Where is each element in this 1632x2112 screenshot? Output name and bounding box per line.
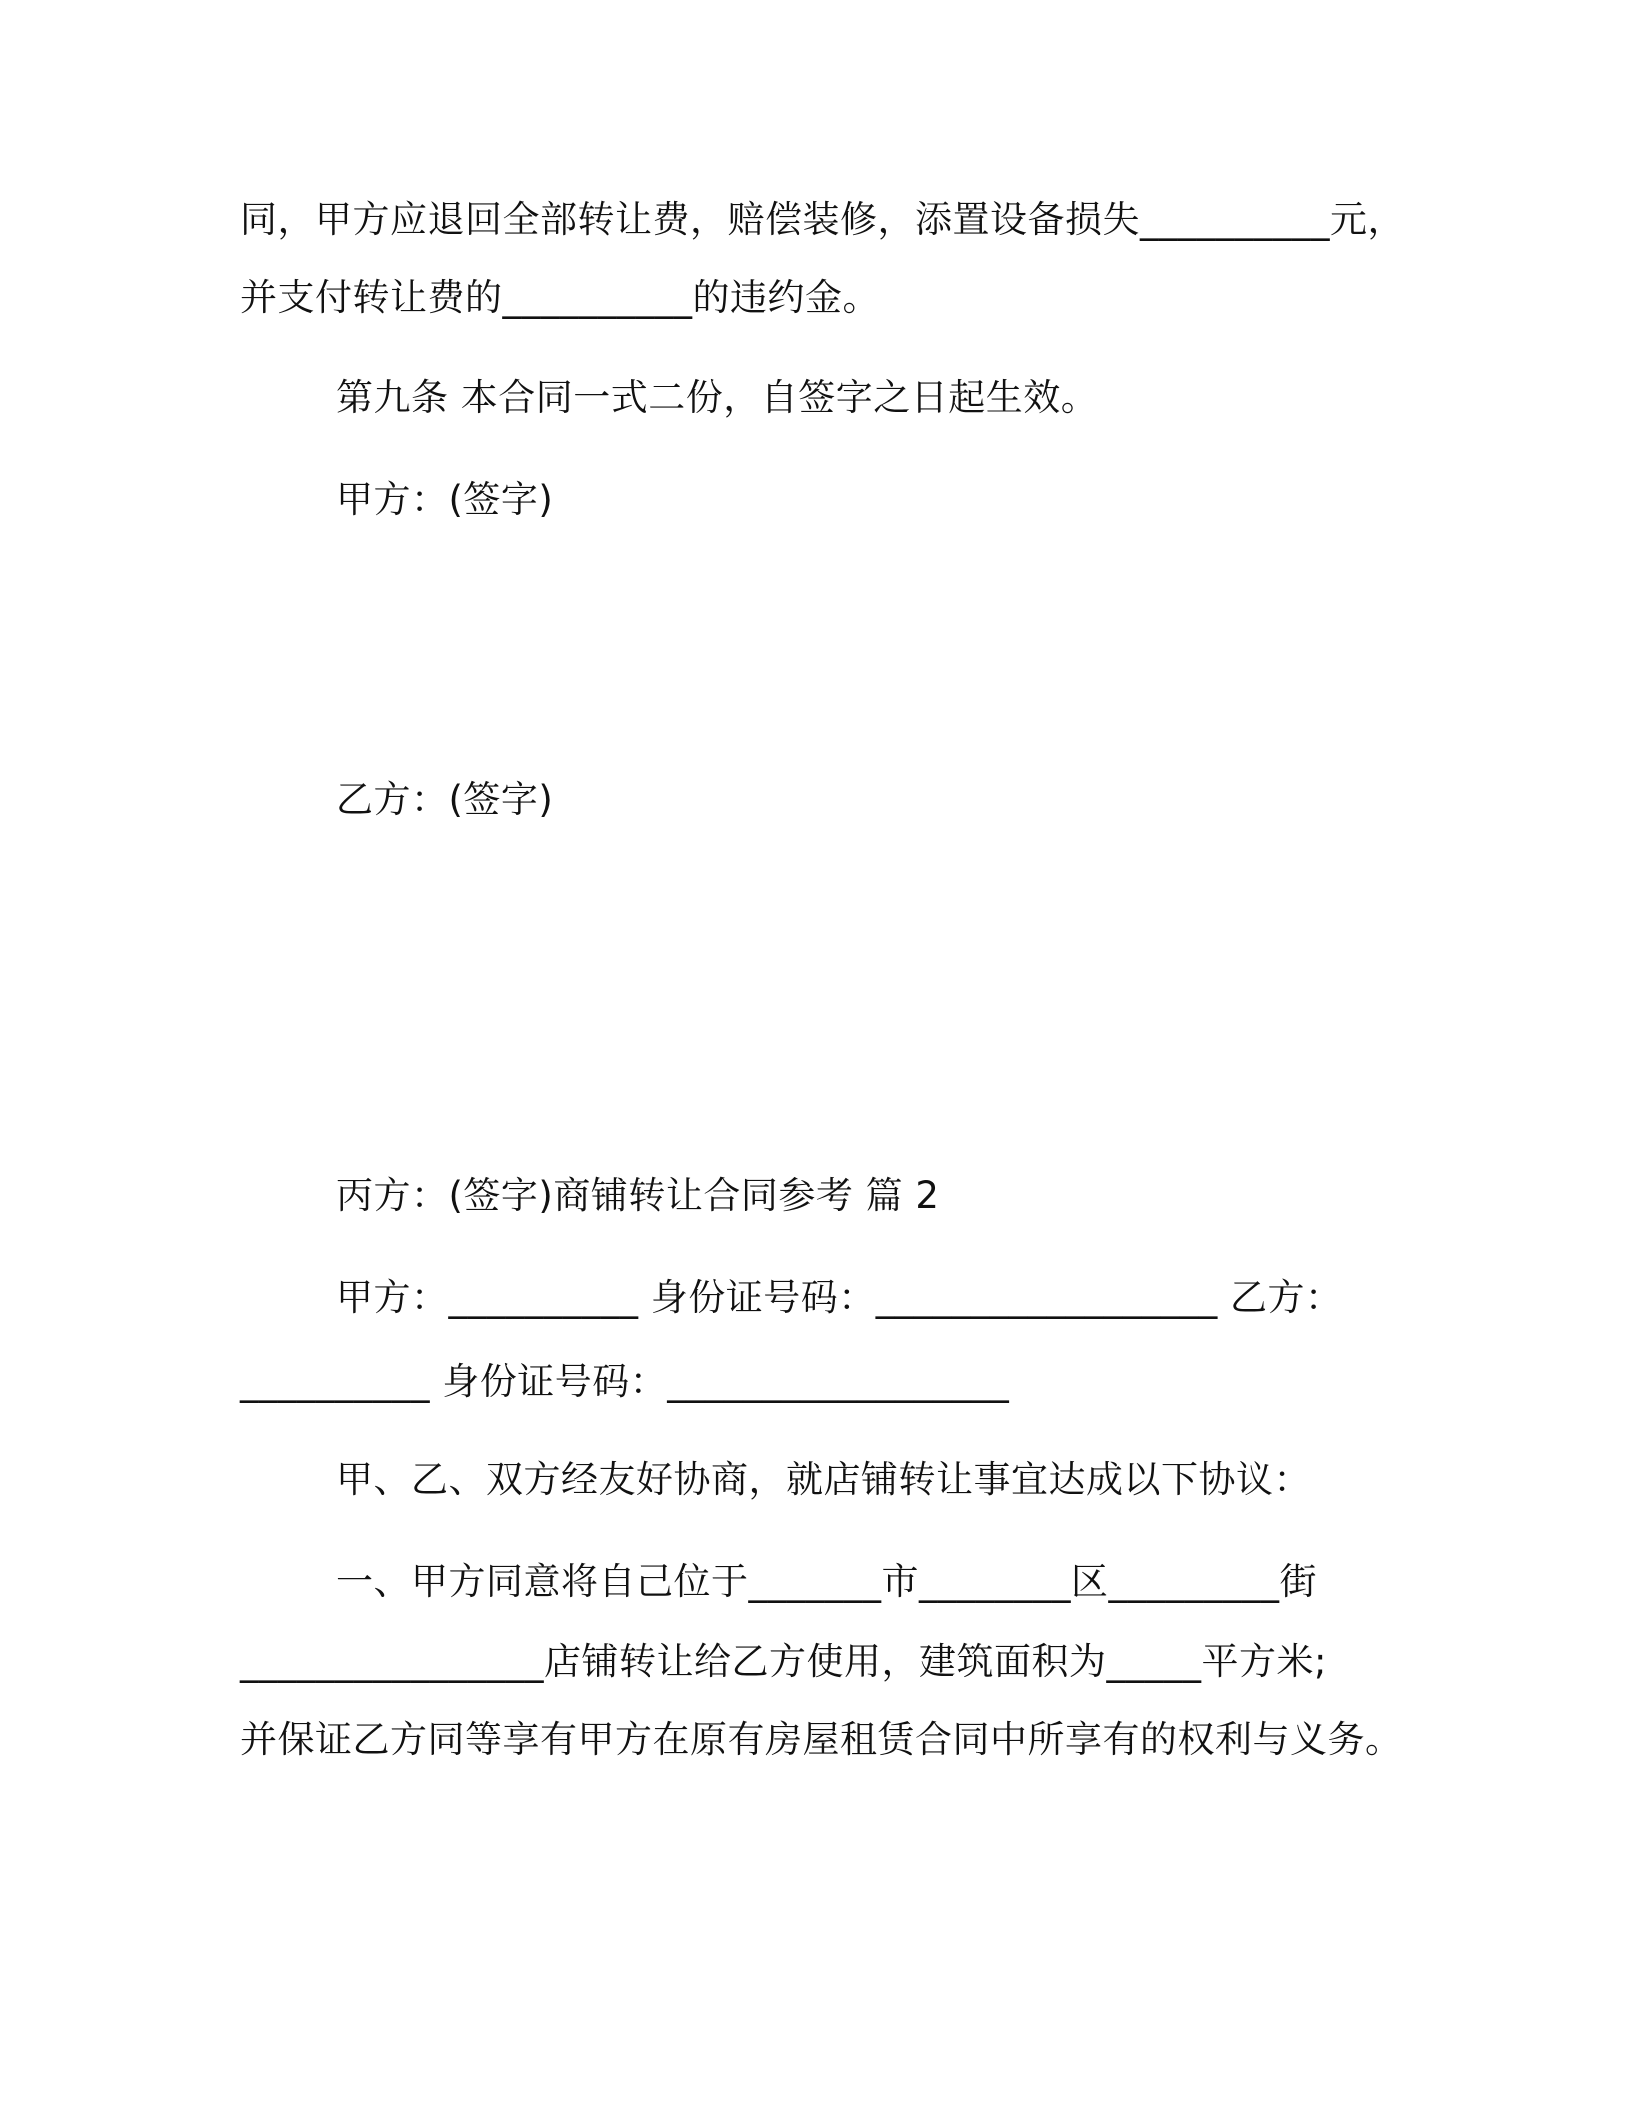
party-b-id-line: __________ 身份证号码：__________________ [240,1360,1010,1403]
paragraph-line-penalty-refund: 同，甲方应退回全部转让费，赔偿装修，添置设备损失__________元， [240,198,1405,241]
article-nine-line: 第九条 本合同一式二份，自签字之日起生效。 [336,376,1099,419]
agreement-intro-line: 甲、乙、双方经友好协商，就店铺转让事宜达成以下协议： [336,1458,1311,1501]
paragraph-line-penalty-fee: 并支付转让费的__________的违约金。 [240,276,880,319]
party-a-id-line: 甲方：__________ 身份证号码：__________________ 乙方： [336,1276,1343,1319]
party-a-signature-line: 甲方：(签字) [336,478,554,521]
clause-one-line-1: 一、甲方同意将自己位于_______市________区_________街 [336,1560,1317,1603]
party-b-signature-line: 乙方：(签字) [336,778,554,821]
party-c-signature-and-section-title: 丙方：(签字)商铺转让合同参考 篇 2 [336,1174,940,1217]
clause-one-line-2: ________________店铺转让给乙方使用，建筑面积为_____平方米; [240,1640,1327,1683]
clause-one-line-3: 并保证乙方同等享有甲方在原有房屋租赁合同中所享有的权利与义务。 [240,1718,1403,1761]
